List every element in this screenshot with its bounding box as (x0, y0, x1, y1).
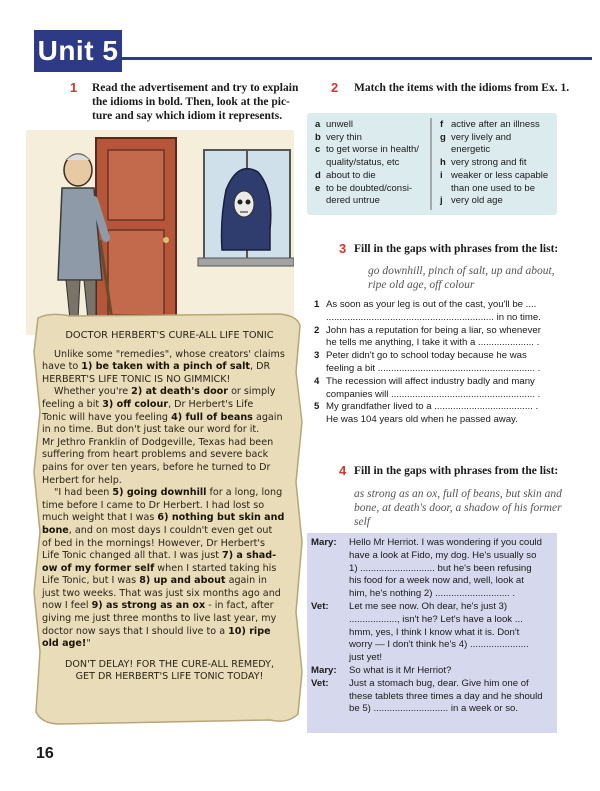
sentence-line-text: companies will ...................................................... . (326, 388, 541, 400)
advert-footer-line: DON'T DELAY! FOR THE CURE-ALL REMEDY, (64, 658, 275, 670)
sentence-line-text: My grandfather lived to a ..................................... . (326, 401, 539, 413)
advert-line: just two weeks. That was just six months ago and (42, 587, 281, 599)
word-list-line: ripe old age, off colour (368, 279, 475, 291)
exercise-1-instructions (92, 81, 312, 123)
advert-line: doctor now says that I should live to a 10) ripe (42, 625, 271, 637)
dialogue-text: Let me see now. Oh dear, he's just 3) (349, 600, 508, 612)
sentence-line-label: 5 (314, 401, 320, 413)
unit-title: Unit 5 (34, 30, 122, 72)
sentence-line (314, 401, 564, 414)
advert-line: much weight that I was 6) nothing but skin and (42, 512, 285, 524)
match-item (440, 195, 548, 208)
dialogue-line (311, 652, 555, 665)
exercise-1-instruction-line: the idioms in bold. Then, look at the pic- (92, 96, 290, 108)
match-item-label: g (440, 131, 446, 143)
match-item-text: very lively and (451, 131, 512, 143)
advert-line: have to 1) be taken with a pinch of salt, DR (42, 361, 271, 373)
match-item (315, 132, 419, 145)
dialogue-line (311, 575, 555, 588)
match-item (440, 132, 548, 145)
exercise-4-number: 4 (339, 463, 347, 478)
sentence-line (314, 414, 564, 427)
word-list-line: self (354, 516, 370, 528)
dialogue-text: So what is it Mr Herriot? (349, 664, 452, 676)
advert-line: "I had been 5) going downhill for a long, long (54, 487, 283, 499)
advert-line: bone, and on most days I couldn't even get out (42, 524, 273, 536)
advert-line: giving me just three months to live last year, my (42, 613, 277, 625)
exercise-1-instruction-line: ture and say which idiom it represents. (92, 110, 283, 122)
match-item-text: unwell (326, 119, 353, 130)
advert-footer (42, 659, 297, 684)
advert-line: in no time. But don't just take our word for it. (42, 424, 260, 436)
match-item-label: j (440, 195, 443, 207)
match-item-text: dered untrue (326, 195, 380, 207)
match-item (440, 170, 548, 183)
match-item-text: to get worse in health/ (326, 144, 419, 156)
dialogue-line (311, 537, 555, 550)
match-item-text: quality/status, etc (326, 157, 400, 169)
dialogue-line (311, 601, 555, 614)
sentence-line-label: 4 (314, 375, 320, 387)
match-item (315, 119, 419, 132)
dialogue-line (311, 678, 555, 691)
match-item-text: very thin (326, 131, 362, 143)
exercise-1-instruction-line: Read the advertisement and try to explain (92, 82, 299, 94)
advert-line: Herbert for help. (42, 474, 122, 486)
header-rule (122, 57, 592, 60)
advert-line: Tonic will have you feeling 4) full of beans again (42, 411, 283, 423)
dialogue-text: worry — I don't think he's 4) ...................... (349, 639, 529, 651)
dialogue-text: Just a stomach bug, dear. Give him one of (349, 677, 529, 689)
dialogue-text: him, he's nothing 2) ............................ . (349, 588, 516, 600)
match-item (315, 183, 419, 196)
match-item (440, 119, 548, 132)
word-list-line: as strong as an ox, full of beans, but skin and (354, 488, 562, 500)
sentence-line (314, 299, 564, 312)
dialogue-text: have a look at Fido, my dog. He's usually so (349, 549, 537, 561)
dialogue-text: his food for a week now and, well, look at (349, 575, 524, 587)
match-right-column (440, 119, 548, 208)
sentence-line (314, 376, 564, 389)
match-item (315, 195, 419, 208)
exercise-4-word-list (354, 487, 562, 529)
match-item-text: than one used to be (451, 182, 535, 194)
advert-line: Unlike some "remedies", whose creators' claims (54, 348, 285, 360)
exercise-3-instructions: Fill in the gaps with phrases from the list: (354, 243, 559, 255)
dialogue-text: be 5) ............................ in a week or so. (349, 703, 519, 715)
advert (42, 330, 297, 684)
advert-line: Life Tonic, but I was 8) up and about again in (42, 575, 267, 587)
match-item-label: i (440, 169, 443, 181)
sentence-line-text: he tells me anything, I take it with a ..................... . (326, 337, 540, 349)
sentence-line-text: As soon as your leg is out of the cast, you'll be .... (326, 299, 537, 310)
match-left-column (315, 119, 419, 208)
exercise-3-number: 3 (339, 241, 347, 256)
dialogue-text: .................., isn't he? Let's have a look ... (349, 613, 523, 625)
match-item-text: very strong and fit (451, 157, 527, 169)
sentence-line (314, 337, 564, 350)
speaker: Vet: (311, 600, 329, 612)
sentence-line (314, 350, 564, 363)
match-item-label: a (315, 119, 321, 130)
dialogue-line (311, 563, 555, 576)
exercise-3-word-list (368, 264, 555, 292)
dialogue-line (311, 550, 555, 563)
advert-title: DOCTOR HERBERT'S CURE-ALL LIFE TONIC (65, 330, 274, 341)
match-item-text: active after an illness (451, 119, 540, 130)
match-item-label: d (315, 169, 321, 181)
advert-line: feeling a bit 3) off colour, Dr Herbert's Life (42, 398, 254, 410)
sentence-line-label: 3 (314, 350, 320, 362)
match-item (440, 157, 548, 170)
advert-line: old age!" (42, 638, 91, 650)
dialogue-line (311, 665, 555, 678)
dialogue-text: just yet! (349, 652, 383, 664)
sentence-line-text: He was 104 years old when he passed away. (326, 414, 518, 426)
advert-line: now I feel 9) as strong as an ox - in fact, after (42, 600, 274, 612)
match-item-label: e (315, 182, 321, 194)
dialogue-line (311, 588, 555, 601)
sentence-line-text: ............................................................... in no time. (326, 311, 541, 323)
dialogue-line (311, 639, 555, 652)
dialogue-line (311, 691, 555, 704)
dialogue-line (311, 703, 555, 716)
word-list-line: bone, at death's door, a shadow of his former (354, 502, 562, 514)
dialogue-text: hmm, yes, I think I know what it is. Don't (349, 626, 520, 638)
advert-line: Whether you're 2) at death's door or simply (54, 386, 276, 398)
advert-body (42, 349, 297, 651)
match-item-text: to be doubted/consi- (326, 182, 413, 194)
match-item (315, 170, 419, 183)
match-item-label: h (440, 157, 446, 169)
advert-line: suffering from heart problems and severe back (42, 449, 269, 461)
sentence-line (314, 312, 564, 325)
exercise-2-instructions: Match the items with the idioms from Ex. 1. (354, 82, 570, 94)
advert-line: Mr Jethro Franklin of Dodgeville, Texas had been (42, 436, 274, 448)
exercise-1-number: 1 (70, 80, 78, 95)
dialogue (311, 537, 555, 716)
dialogue-line (311, 614, 555, 627)
dialogue-line (311, 627, 555, 640)
exercise-3-sentences (314, 299, 564, 427)
sentence-line-text: The recession will affect industry badly and many (326, 375, 535, 387)
illustration-old-man-and-death (26, 130, 294, 335)
sentence-line-label: 2 (314, 324, 320, 336)
match-item-label: b (315, 131, 321, 143)
advert-line: Life Tonic changed all that. I was just 7) a shad- (42, 550, 277, 562)
match-item (315, 157, 419, 170)
match-item-text: energetic (451, 144, 491, 156)
match-item-label: f (440, 119, 444, 130)
exercise-4-instructions: Fill in the gaps with phrases from the list: (354, 465, 559, 477)
advert-line: of bed in the mornings! However, Dr Herbert's (42, 537, 266, 549)
match-item (440, 144, 548, 157)
dialogue-text: 1) ............................ but he's been refusing (349, 562, 532, 574)
match-item-label: c (315, 144, 321, 156)
match-item-text: very old age (451, 195, 503, 207)
speaker: Mary: (311, 664, 337, 676)
match-item-text: weaker or less capable (451, 169, 549, 181)
speaker: Mary: (311, 537, 337, 548)
sentence-line-text: feeling a bit ........................................................... . (326, 362, 541, 374)
sentence-line (314, 325, 564, 338)
match-item-text: about to die (326, 169, 376, 181)
dialogue-text: Hello Mr Herriot. I was wondering if you could (349, 537, 543, 548)
advert-footer-line: GET DR HERBERT'S LIFE TONIC TODAY! (75, 671, 264, 683)
match-item (315, 144, 419, 157)
sentence-line-text: Peter didn't go to school today because he was (326, 350, 527, 362)
advert-line: ow of my former self when I started taking his (42, 562, 277, 574)
page-number: 16 (36, 745, 54, 762)
word-list-line: go downhill, pinch of salt, up and about, (368, 265, 555, 277)
advert-line: time before I came to Dr Herbert. I had lost so (42, 499, 265, 511)
exercise-2-number: 2 (331, 80, 339, 95)
sentence-line-text: John has a reputation for being a liar, so whenever (326, 324, 541, 336)
match-item (440, 183, 548, 196)
dialogue-text: these tablets three times a day and he should (349, 690, 543, 702)
match-box-divider (430, 118, 432, 210)
speaker: Vet: (311, 677, 329, 689)
sentence-line-label: 1 (314, 299, 320, 310)
advert-line: pains for over ten years, before he turned to Dr (42, 461, 271, 473)
sentence-line (314, 389, 564, 402)
advert-line: HERBERT'S LIFE TONIC IS NO GIMMICK! (42, 373, 231, 385)
sentence-line (314, 363, 564, 376)
